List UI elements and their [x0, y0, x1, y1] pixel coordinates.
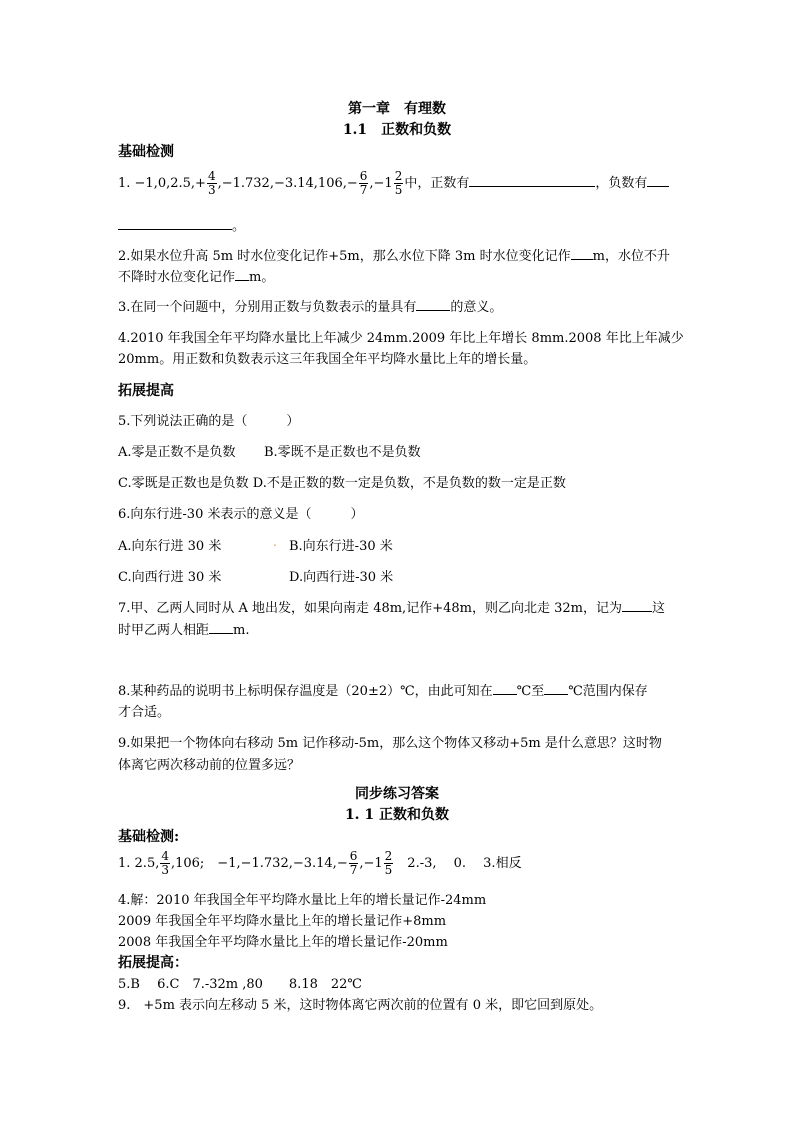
fraction-6-7: $\frac{6}{7}$ — [359, 169, 368, 197]
section-title: 1.1 正数和负数 — [342, 122, 452, 138]
q1-end: 。 — [232, 219, 246, 234]
question-8-line-1 — [118, 680, 648, 699]
question-9-line-1: 9.如果把一个物体向右移动 5m 记作移动-5m，那么这个物体又移动+5m 是什么意思？这时物 — [118, 736, 662, 751]
question-4-line-2: 20mm。用正数和负数表示这三年我国全年平均降水量比上年的增长量。 — [118, 352, 537, 367]
q1-positive-label: 中，正数有 — [404, 176, 470, 191]
q1-positive-blank — [469, 173, 595, 187]
answers-title: 同步练习答案 — [355, 786, 439, 802]
a1-middle-2: ,−1 — [359, 856, 383, 871]
a1-prefix: 1. 2.5, — [118, 856, 160, 871]
q7-text-4: m. — [233, 623, 250, 638]
q1-negative-label: ，负数有 — [595, 176, 648, 191]
chapter-title: 第一章 有理数 — [348, 101, 446, 117]
q2-text-1: 2.如果水位升高 5m 时水位变化记作+5m，那么水位下降 3m 时水位变化记作 — [118, 249, 571, 264]
q6-option-d: D.向西行进-30 米 — [289, 570, 394, 585]
question-1-cont — [118, 215, 245, 234]
question-5: 5.下列说法正确的是（ ） — [118, 414, 300, 429]
answer-fraction-6-7: $\frac{6}{7}$ — [349, 849, 358, 877]
q7-text-3: 时甲乙两人相距 — [118, 623, 210, 638]
question-3 — [118, 296, 502, 315]
q6-option-a: A.向东行进 30 米 — [118, 539, 222, 554]
heading-extend: 拓展提高 — [118, 383, 174, 399]
q8-blank-1 — [493, 681, 517, 695]
answer-fraction-4-3: $\frac{4}{3}$ — [161, 849, 169, 877]
q3-text-2: 的意义。 — [450, 300, 503, 315]
q1-negative-blank-end — [118, 216, 232, 230]
question-2-line-2 — [118, 266, 274, 285]
answer-1 — [118, 850, 522, 877]
question-1 — [118, 170, 669, 197]
heading-basic: 基础检测 — [118, 144, 174, 160]
answer-4-line-3: 2008 年我国全年平均降水量比上年的增长量记作-20mm — [118, 935, 448, 950]
q5-option-cd: C.零既是正数也是负数 D.不是正数的数一定是负数，不是负数的数一定是正数 — [118, 476, 566, 491]
q2-blank-2 — [235, 267, 249, 281]
q5-option-b: B.零既不是正数也不是负数 — [264, 445, 421, 460]
decorative-dot: . — [273, 535, 277, 549]
answer-9: 9. +5m 表示向左移动 5 米，这时物体离它两次前的位置有 0 米，即它回到原处。 — [118, 998, 603, 1013]
q2-text-4: m。 — [249, 270, 275, 285]
answer-fraction-2-5: $\frac{2}{5}$ — [384, 849, 393, 877]
question-9-line-2: 体离它两次移动前的位置多远？ — [118, 758, 301, 773]
answer-4-line-2: 2009 年我国全年平均降水量比上年的增长量记作+8mm — [118, 914, 447, 929]
q7-text-1: 7.甲、乙两人同时从 A 地出发，如果向南走 48m,记作+48m，则乙向北走 32m，记为 — [118, 601, 622, 616]
q8-text-3: ℃范围内保存 — [568, 684, 648, 699]
q3-blank — [416, 297, 450, 311]
q6-option-b: B.向东行进-30 米 — [289, 539, 393, 554]
q5-option-a: A.零是正数不是负数 — [118, 445, 236, 460]
answer-5-8: 5.B 6.C 7.-32m ,80 8.18 22℃ — [118, 977, 362, 992]
a1-suffix: 2.-3, 0. 3.相反 — [394, 856, 522, 871]
question-7-line-1 — [118, 597, 665, 616]
q7-text-2: 这 — [651, 601, 665, 616]
heading-extend-answers: 拓展提高： — [118, 955, 188, 971]
q8-text-2: ℃至 — [516, 684, 545, 699]
q6-option-c: C.向西行进 30 米 — [118, 570, 222, 585]
question-6: 6.向东行进-30 米表示的意义是（ ） — [118, 507, 364, 522]
answer-4-line-1: 4.解：2010 年我国全年平均降水量比上年的增长量记作-24mm — [118, 893, 487, 908]
q1-middle: ,−1.732,−3.14,106,− — [217, 176, 358, 191]
q2-text-3: 不降时水位变化记作 — [118, 270, 236, 285]
q2-text-2: m，水位不升 — [592, 249, 670, 264]
heading-basic-answers: 基础检测: — [118, 829, 180, 845]
q2-blank-1 — [571, 246, 593, 260]
question-8-line-2: 才合适。 — [118, 705, 171, 720]
q7-blank-1 — [622, 598, 652, 612]
question-4-line-1: 4.2010 年我国全年平均降水量比上年减少 24mm.2009 年比上年增长 8mm.2008 年比上年减少 — [118, 331, 684, 346]
q1-middle-2: ,−1 — [369, 176, 393, 191]
q1-negative-blank-start — [647, 173, 669, 187]
q3-text-1: 3.在同一个问题中，分别用正数与负数表示的量具有 — [118, 300, 417, 315]
fraction-4-3: $\frac{4}{3}$ — [207, 169, 216, 197]
q8-blank-2 — [544, 681, 568, 695]
fraction-2-5: $\frac{2}{5}$ — [394, 169, 403, 197]
q8-text-1: 8.某种药品的说明书上标明保存温度是（20±2）℃，由此可知在 — [118, 684, 493, 699]
answers-section-title: 1. 1 正数和负数 — [344, 807, 450, 823]
a1-middle: ,106; −1,−1.732,−3.14,− — [170, 856, 348, 871]
question-7-line-2 — [118, 619, 249, 638]
question-2-line-1 — [118, 245, 670, 264]
q1-prefix: 1. −1,0,2.5,+ — [118, 176, 206, 191]
q7-blank-2 — [209, 620, 233, 634]
